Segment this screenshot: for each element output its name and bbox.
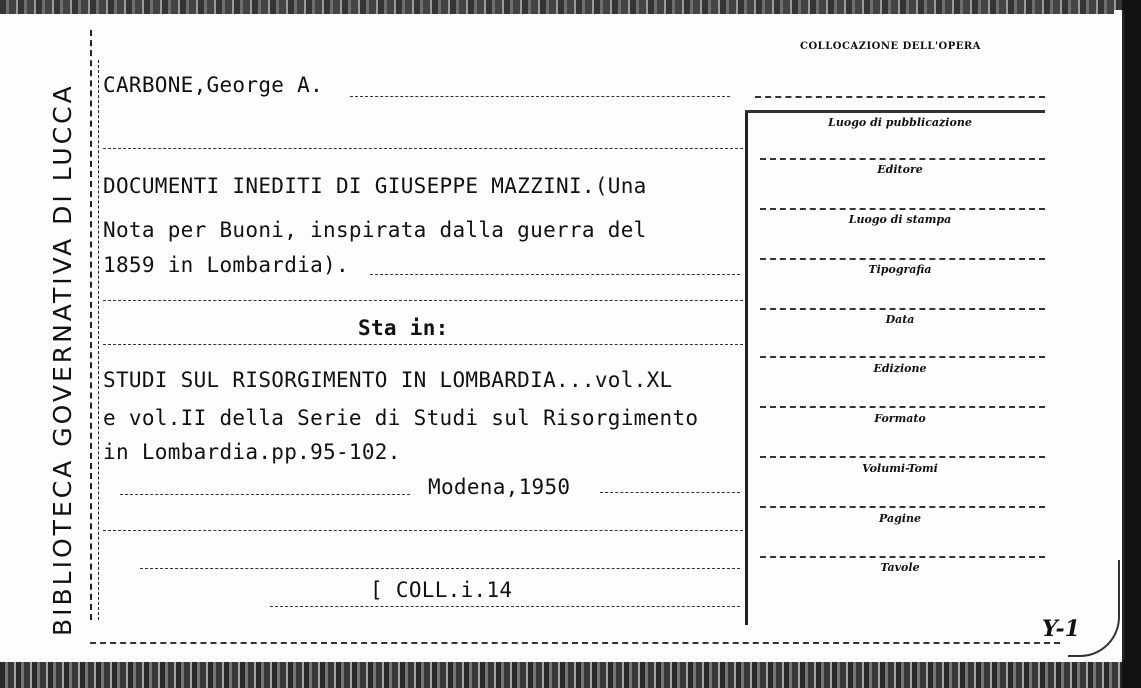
scan-edge-top <box>0 0 1141 14</box>
card-corner-curve <box>1068 560 1120 657</box>
author-rule-right <box>755 96 1045 98</box>
source-line-3: in Lombardia.pp.95-102. <box>103 440 401 464</box>
source-line-1: STUDI SUL RISORGIMENTO IN LOMBARDIA...vol.XL <box>103 368 673 392</box>
rule-6 <box>120 494 410 495</box>
title-line-3: 1859 in Lombardia). <box>103 253 349 277</box>
field-data: Data <box>885 313 915 326</box>
bottom-rule <box>90 642 1060 644</box>
field-rule-7 <box>760 456 1045 458</box>
title-line-1: DOCUMENTI INEDITI DI GIUSEPPE MAZZINI.(Una <box>103 174 647 198</box>
rule-2 <box>370 274 740 275</box>
field-rule-6 <box>760 406 1045 408</box>
scan-edge-bottom <box>0 662 1141 688</box>
rule-4 <box>103 344 743 345</box>
rule-1 <box>103 148 743 149</box>
field-rule-1 <box>760 158 1045 160</box>
collocation-header: COLLOCAZIONE DELL'OPERA <box>800 41 981 52</box>
left-margin-rule-inner <box>98 60 99 620</box>
sta-in-label: Sta in: <box>358 316 449 340</box>
source-line-2: e vol.II della Serie di Studi sul Risorgimento <box>103 406 699 430</box>
library-stamp: BIBLIOTECA GOVERNATIVA DI LUCCA <box>48 83 77 636</box>
rule-5 <box>600 492 740 493</box>
field-pagine: Pagine <box>879 512 921 525</box>
collocation-box-left <box>745 110 748 625</box>
field-rule-4 <box>760 308 1045 310</box>
field-luogo-stampa: Luogo di stampa <box>848 213 952 226</box>
field-rule-5 <box>760 356 1045 358</box>
field-editore: Editore <box>877 163 923 176</box>
rule-9 <box>270 606 740 607</box>
rule-7 <box>103 530 743 531</box>
field-rule-9 <box>760 556 1045 558</box>
rule-3 <box>103 300 743 301</box>
field-formato: Formato <box>874 412 926 425</box>
title-line-2: Nota per Buoni, inspirata dalla guerra del <box>103 218 647 242</box>
author-rule <box>350 96 730 97</box>
rule-8 <box>140 568 740 569</box>
field-luogo-pubblicazione: Luogo di pubblicazione <box>828 116 972 129</box>
corner-mark: Y-1 <box>1042 616 1080 642</box>
field-volumi-tomi: Volumi-Tomi <box>862 462 938 475</box>
field-tavole: Tavole <box>880 561 920 574</box>
field-edizione: Edizione <box>873 362 927 375</box>
shelfmark: [ COLL.i.14 <box>370 578 513 602</box>
place-year: Modena,1950 <box>428 475 571 499</box>
collocation-box-top <box>745 110 1045 113</box>
field-rule-2 <box>760 208 1045 210</box>
author: CARBONE,George A. <box>103 73 324 97</box>
field-rule-3 <box>760 258 1045 260</box>
field-tipografia: Tipografia <box>868 263 932 276</box>
left-margin-rule <box>90 30 92 620</box>
field-rule-8 <box>760 506 1045 508</box>
